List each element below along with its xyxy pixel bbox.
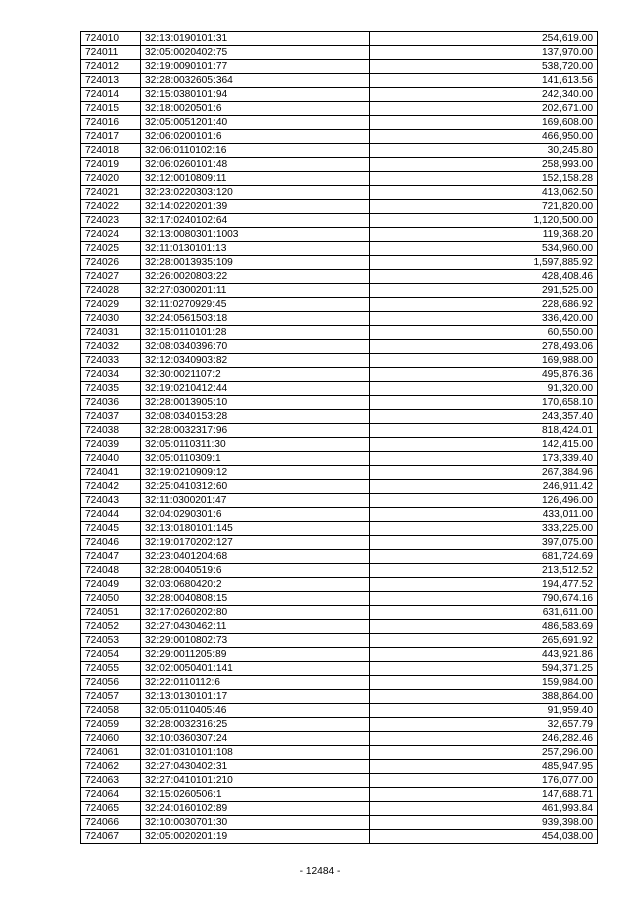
- value-cell: 485,947.95: [370, 760, 598, 774]
- value-cell: 1,120,500.00: [370, 214, 598, 228]
- cadastral-number-cell: 32:03:0680420:2: [141, 578, 370, 592]
- table-row: [81, 172, 598, 186]
- value-cell: 147,688.71: [370, 788, 598, 802]
- table-row: [81, 494, 598, 508]
- cadastral-number-cell: 32:13:0190101:31: [141, 32, 370, 46]
- record-id-cell: 724057: [81, 690, 141, 704]
- value-cell: 243,357.40: [370, 410, 598, 424]
- cadastral-number-cell: 32:12:0340903:82: [141, 354, 370, 368]
- value-cell: 142,415.00: [370, 438, 598, 452]
- cadastral-number-cell: 32:05:0020402:75: [141, 46, 370, 60]
- table-row: [81, 102, 598, 116]
- record-id-cell: 724050: [81, 592, 141, 606]
- cadastral-number-cell: 32:27:0300201:11: [141, 284, 370, 298]
- table-row: [81, 130, 598, 144]
- cadastral-number-cell: 32:08:0340396:70: [141, 340, 370, 354]
- record-id-cell: 724052: [81, 620, 141, 634]
- value-cell: 278,493.06: [370, 340, 598, 354]
- value-cell: 267,384.96: [370, 466, 598, 480]
- cadastral-number-cell: 32:08:0340153:28: [141, 410, 370, 424]
- table-row: [81, 242, 598, 256]
- table-row: [81, 788, 598, 802]
- record-id-cell: 724040: [81, 452, 141, 466]
- value-cell: 169,988.00: [370, 354, 598, 368]
- record-id-cell: 724037: [81, 410, 141, 424]
- record-id-cell: 724013: [81, 74, 141, 88]
- cadastral-number-cell: 32:06:0200101:6: [141, 130, 370, 144]
- table-row: [81, 256, 598, 270]
- record-id-cell: 724027: [81, 270, 141, 284]
- value-cell: 291,525.00: [370, 284, 598, 298]
- record-id-cell: 724024: [81, 228, 141, 242]
- value-cell: 60,550.00: [370, 326, 598, 340]
- table-row: [81, 704, 598, 718]
- table-row: [81, 802, 598, 816]
- value-cell: 681,724.69: [370, 550, 598, 564]
- record-id-cell: 724014: [81, 88, 141, 102]
- cadastral-number-cell: 32:28:0032317:96: [141, 424, 370, 438]
- record-id-cell: 724064: [81, 788, 141, 802]
- cadastral-number-cell: 32:27:0410101:210: [141, 774, 370, 788]
- value-cell: 152,158.28: [370, 172, 598, 186]
- record-id-cell: 724053: [81, 634, 141, 648]
- value-cell: 428,408.46: [370, 270, 598, 284]
- value-cell: 818,424.01: [370, 424, 598, 438]
- record-id-cell: 724016: [81, 116, 141, 130]
- cadastral-number-cell: 32:02:0050401:141: [141, 662, 370, 676]
- value-cell: 126,496.00: [370, 494, 598, 508]
- table-row: [81, 536, 598, 550]
- cadastral-number-cell: 32:27:0430402:31: [141, 760, 370, 774]
- record-id-cell: 724019: [81, 158, 141, 172]
- cadastral-number-cell: 32:15:0260506:1: [141, 788, 370, 802]
- table-row: [81, 158, 598, 172]
- record-id-cell: 724058: [81, 704, 141, 718]
- cadastral-number-cell: 32:22:0110112:6: [141, 676, 370, 690]
- record-id-cell: 724032: [81, 340, 141, 354]
- table-row: [81, 522, 598, 536]
- cadastral-number-cell: 32:11:0130101:13: [141, 242, 370, 256]
- record-id-cell: 724063: [81, 774, 141, 788]
- cadastral-number-cell: 32:04:0290301:6: [141, 508, 370, 522]
- value-cell: 246,282.46: [370, 732, 598, 746]
- table-row: [81, 746, 598, 760]
- record-id-cell: 724026: [81, 256, 141, 270]
- value-cell: 91,959.40: [370, 704, 598, 718]
- table-row: [81, 382, 598, 396]
- cadastral-number-cell: 32:30:0021107:2: [141, 368, 370, 382]
- value-cell: 486,583.69: [370, 620, 598, 634]
- record-id-cell: 724018: [81, 144, 141, 158]
- record-id-cell: 724061: [81, 746, 141, 760]
- table-row: [81, 298, 598, 312]
- table-row: [81, 284, 598, 298]
- table-row: [81, 32, 598, 46]
- value-cell: 413,062.50: [370, 186, 598, 200]
- cadastral-number-cell: 32:05:0110405:46: [141, 704, 370, 718]
- value-cell: 176,077.00: [370, 774, 598, 788]
- cadastral-number-cell: 32:19:0210909:12: [141, 466, 370, 480]
- record-id-cell: 724043: [81, 494, 141, 508]
- cadastral-number-cell: 32:28:0040808:15: [141, 592, 370, 606]
- record-id-cell: 724041: [81, 466, 141, 480]
- value-cell: 939,398.00: [370, 816, 598, 830]
- table-row: [81, 606, 598, 620]
- table-row: [81, 116, 598, 130]
- table-row: [81, 662, 598, 676]
- value-cell: 213,512.52: [370, 564, 598, 578]
- value-cell: 254,619.00: [370, 32, 598, 46]
- cadastral-number-cell: 32:13:0180101:145: [141, 522, 370, 536]
- cadastral-number-cell: 32:06:0110102:16: [141, 144, 370, 158]
- table-row: [81, 592, 598, 606]
- table-row: [81, 452, 598, 466]
- table-row: [81, 760, 598, 774]
- value-cell: 1,597,885.92: [370, 256, 598, 270]
- table-row: [81, 326, 598, 340]
- cadastral-number-cell: 32:11:0270929:45: [141, 298, 370, 312]
- record-id-cell: 724066: [81, 816, 141, 830]
- table-row: [81, 466, 598, 480]
- record-id-cell: 724015: [81, 102, 141, 116]
- record-id-cell: 724023: [81, 214, 141, 228]
- table-row: [81, 368, 598, 382]
- record-id-cell: 724049: [81, 578, 141, 592]
- value-cell: 790,674.16: [370, 592, 598, 606]
- record-id-cell: 724051: [81, 606, 141, 620]
- record-id-cell: 724045: [81, 522, 141, 536]
- record-id-cell: 724021: [81, 186, 141, 200]
- table-row: [81, 508, 598, 522]
- record-id-cell: 724046: [81, 536, 141, 550]
- value-cell: 631,611.00: [370, 606, 598, 620]
- cadastral-number-cell: 32:13:0130101:17: [141, 690, 370, 704]
- cadastral-number-cell: 32:05:0051201:40: [141, 116, 370, 130]
- cadastral-number-cell: 32:10:0360307:24: [141, 732, 370, 746]
- cadastral-number-cell: 32:06:0260101:48: [141, 158, 370, 172]
- cadastral-number-cell: 32:28:0013935:109: [141, 256, 370, 270]
- cadastral-number-cell: 32:26:0020803:22: [141, 270, 370, 284]
- value-cell: 119,368.20: [370, 228, 598, 242]
- table-row: [81, 550, 598, 564]
- value-cell: 495,876.36: [370, 368, 598, 382]
- cadastral-number-cell: 32:10:0030701:30: [141, 816, 370, 830]
- record-id-cell: 724056: [81, 676, 141, 690]
- value-cell: 32,657.79: [370, 718, 598, 732]
- value-cell: 169,608.00: [370, 116, 598, 130]
- value-cell: 433,011.00: [370, 508, 598, 522]
- cadastral-number-cell: 32:19:0170202:127: [141, 536, 370, 550]
- record-id-cell: 724065: [81, 802, 141, 816]
- table-row: [81, 438, 598, 452]
- cadastral-number-cell: 32:29:0010802:73: [141, 634, 370, 648]
- table-row: [81, 312, 598, 326]
- value-cell: 170,658.10: [370, 396, 598, 410]
- table-row: [81, 830, 598, 844]
- table-row: [81, 424, 598, 438]
- value-cell: 336,420.00: [370, 312, 598, 326]
- table-row: [81, 690, 598, 704]
- record-id-cell: 724035: [81, 382, 141, 396]
- table-row: [81, 200, 598, 214]
- value-cell: 333,225.00: [370, 522, 598, 536]
- cadastral-number-cell: 32:23:0220303:120: [141, 186, 370, 200]
- record-id-cell: 724039: [81, 438, 141, 452]
- record-id-cell: 724059: [81, 718, 141, 732]
- table-row: [81, 620, 598, 634]
- table-row: [81, 186, 598, 200]
- table-row: [81, 46, 598, 60]
- record-id-cell: 724034: [81, 368, 141, 382]
- cadastral-number-cell: 32:15:0110101:28: [141, 326, 370, 340]
- cadastral-number-cell: 32:01:0310101:108: [141, 746, 370, 760]
- table-row: [81, 74, 598, 88]
- value-cell: 594,371.25: [370, 662, 598, 676]
- cadastral-number-cell: 32:13:0080301:1003: [141, 228, 370, 242]
- cadastral-number-cell: 32:18:0020501:6: [141, 102, 370, 116]
- record-id-cell: 724031: [81, 326, 141, 340]
- record-id-cell: 724017: [81, 130, 141, 144]
- record-id-cell: 724036: [81, 396, 141, 410]
- table-row: [81, 270, 598, 284]
- value-cell: 265,691.92: [370, 634, 598, 648]
- value-cell: 538,720.00: [370, 60, 598, 74]
- table-row: [81, 676, 598, 690]
- record-id-cell: 724055: [81, 662, 141, 676]
- record-id-cell: 724054: [81, 648, 141, 662]
- record-id-cell: 724030: [81, 312, 141, 326]
- record-id-cell: 724042: [81, 480, 141, 494]
- value-cell: 443,921.86: [370, 648, 598, 662]
- page-number: - 12484 -: [299, 866, 341, 877]
- cadastral-number-cell: 32:05:0110309:1: [141, 452, 370, 466]
- record-id-cell: 724060: [81, 732, 141, 746]
- cadastral-number-cell: 32:11:0300201:47: [141, 494, 370, 508]
- value-cell: 466,950.00: [370, 130, 598, 144]
- value-cell: 194,477.52: [370, 578, 598, 592]
- table-row: [81, 718, 598, 732]
- cadastral-number-cell: 32:17:0240102:64: [141, 214, 370, 228]
- cadastral-number-cell: 32:29:0011205:89: [141, 648, 370, 662]
- value-cell: 257,296.00: [370, 746, 598, 760]
- table-row: [81, 354, 598, 368]
- record-id-cell: 724011: [81, 46, 141, 60]
- value-cell: 721,820.00: [370, 200, 598, 214]
- record-id-cell: 724029: [81, 298, 141, 312]
- value-cell: 246,911.42: [370, 480, 598, 494]
- table-row: [81, 480, 598, 494]
- value-cell: 242,340.00: [370, 88, 598, 102]
- record-id-cell: 724025: [81, 242, 141, 256]
- table-row: [81, 578, 598, 592]
- table-row: [81, 774, 598, 788]
- cadastral-number-cell: 32:19:0090101:77: [141, 60, 370, 74]
- value-cell: 228,686.92: [370, 298, 598, 312]
- table-row: [81, 396, 598, 410]
- value-cell: 141,613.56: [370, 74, 598, 88]
- cadastral-number-cell: 32:28:0013905:10: [141, 396, 370, 410]
- table-row: [81, 228, 598, 242]
- record-id-cell: 724067: [81, 830, 141, 844]
- table-row: [81, 410, 598, 424]
- value-cell: 461,993.84: [370, 802, 598, 816]
- record-id-cell: 724010: [81, 32, 141, 46]
- record-id-cell: 724047: [81, 550, 141, 564]
- ledger-body: [81, 32, 598, 844]
- cadastral-number-cell: 32:14:0220201:39: [141, 200, 370, 214]
- cadastral-number-cell: 32:23:0401204:68: [141, 550, 370, 564]
- cadastral-number-cell: 32:12:0010809:11: [141, 172, 370, 186]
- record-id-cell: 724028: [81, 284, 141, 298]
- ledger-table: [80, 31, 598, 844]
- record-id-cell: 724020: [81, 172, 141, 186]
- value-cell: 454,038.00: [370, 830, 598, 844]
- value-cell: 258,993.00: [370, 158, 598, 172]
- value-cell: 534,960.00: [370, 242, 598, 256]
- value-cell: 159,984.00: [370, 676, 598, 690]
- cadastral-number-cell: 32:24:0561503:18: [141, 312, 370, 326]
- record-id-cell: 724022: [81, 200, 141, 214]
- cadastral-number-cell: 32:19:0210412:44: [141, 382, 370, 396]
- cadastral-number-cell: 32:27:0430462:11: [141, 620, 370, 634]
- record-id-cell: 724033: [81, 354, 141, 368]
- table-row: [81, 88, 598, 102]
- cadastral-number-cell: 32:25:0410312:60: [141, 480, 370, 494]
- record-id-cell: 724038: [81, 424, 141, 438]
- record-id-cell: 724012: [81, 60, 141, 74]
- table-row: [81, 60, 598, 74]
- value-cell: 91,320.00: [370, 382, 598, 396]
- record-id-cell: 724044: [81, 508, 141, 522]
- cadastral-number-cell: 32:28:0032605:364: [141, 74, 370, 88]
- value-cell: 137,970.00: [370, 46, 598, 60]
- cadastral-number-cell: 32:28:0040519:6: [141, 564, 370, 578]
- table-row: [81, 214, 598, 228]
- table-row: [81, 816, 598, 830]
- cadastral-number-cell: 32:05:0020201:19: [141, 830, 370, 844]
- cadastral-number-cell: 32:15:0380101:94: [141, 88, 370, 102]
- cadastral-number-cell: 32:17:0260202:80: [141, 606, 370, 620]
- record-id-cell: 724062: [81, 760, 141, 774]
- value-cell: 30,245.80: [370, 144, 598, 158]
- table-row: [81, 732, 598, 746]
- value-cell: 202,671.00: [370, 102, 598, 116]
- table-row: [81, 564, 598, 578]
- table-row: [81, 634, 598, 648]
- cadastral-number-cell: 32:24:0160102:89: [141, 802, 370, 816]
- value-cell: 388,864.00: [370, 690, 598, 704]
- table-row: [81, 340, 598, 354]
- value-cell: 397,075.00: [370, 536, 598, 550]
- cadastral-number-cell: 32:05:0110311:30: [141, 438, 370, 452]
- table-row: [81, 648, 598, 662]
- record-id-cell: 724048: [81, 564, 141, 578]
- table-row: [81, 144, 598, 158]
- value-cell: 173,339.40: [370, 452, 598, 466]
- cadastral-number-cell: 32:28:0032316:25: [141, 718, 370, 732]
